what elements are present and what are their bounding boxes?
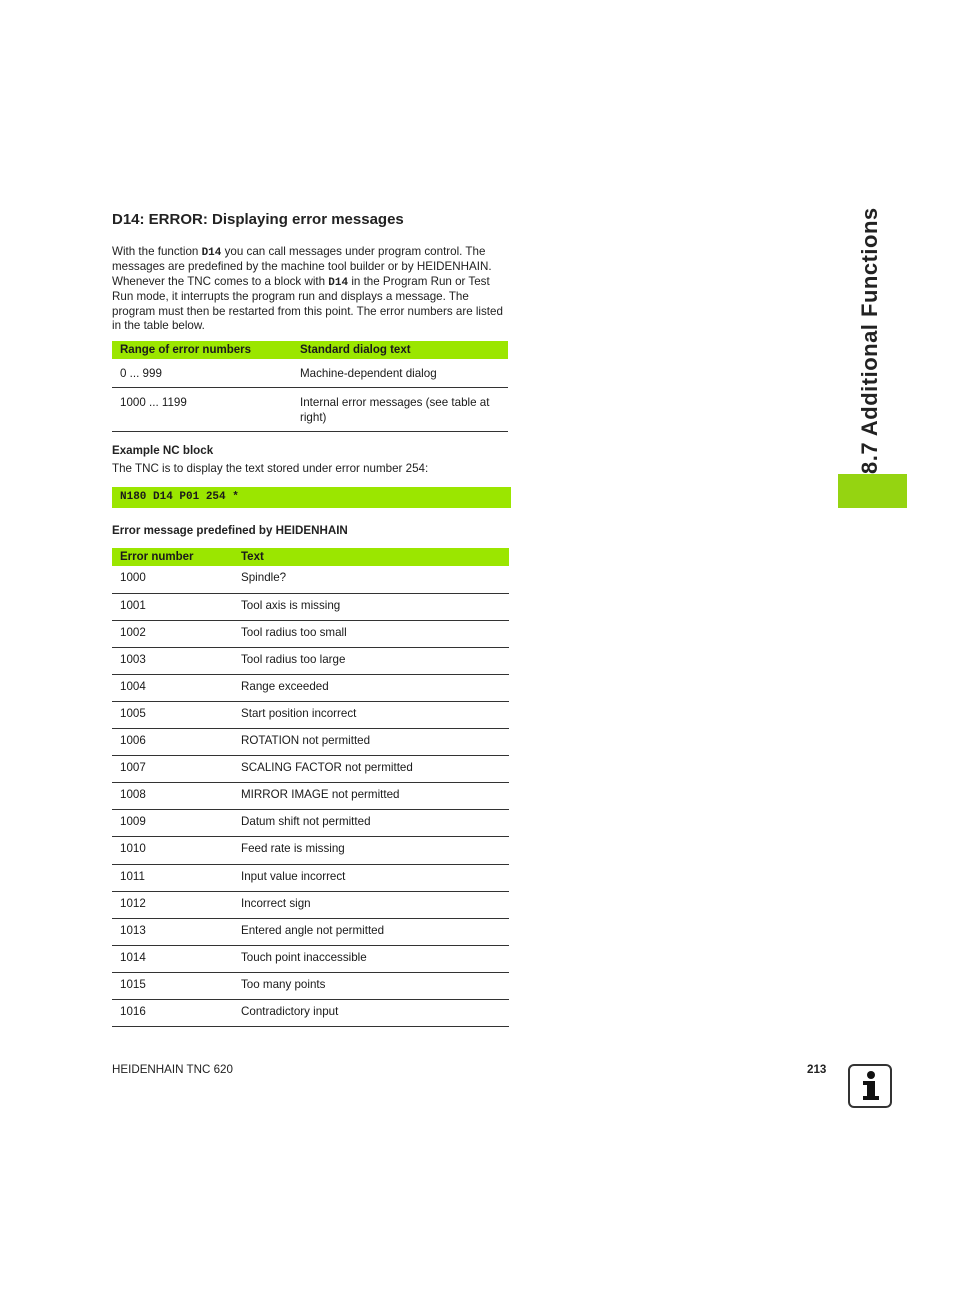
intro-paragraph — [112, 245, 507, 333]
table-row — [112, 729, 509, 756]
chapter-tab-marker — [838, 474, 907, 508]
section-title: D14: ERROR: Displaying error messages — [112, 211, 404, 228]
table-cell: ROTATION not permitted — [233, 729, 509, 756]
intro-text-1: With the function — [112, 245, 202, 258]
table-row — [112, 359, 508, 388]
table-row — [112, 701, 509, 728]
table-cell: Feed rate is missing — [233, 837, 509, 864]
table-cell: 1002 — [112, 620, 233, 647]
table-cell: 1000 ... 1199 — [112, 388, 292, 432]
table-cell: Tool radius too small — [233, 620, 509, 647]
table-cell: 1011 — [112, 864, 233, 891]
table-cell: Machine-dependent dialog — [292, 359, 508, 388]
table-cell: 1015 — [112, 972, 233, 999]
table-header-row — [112, 548, 509, 566]
table-row — [112, 918, 509, 945]
table-cell: 1007 — [112, 756, 233, 783]
table-row — [112, 388, 508, 432]
table-row — [112, 1000, 509, 1027]
table-cell: Start position incorrect — [233, 701, 509, 728]
table-cell: 1001 — [112, 593, 233, 620]
table-cell: Entered angle not permitted — [233, 918, 509, 945]
column-header: Text — [233, 548, 509, 566]
table-row — [112, 647, 509, 674]
error-section-heading: Error message predefined by HEIDENHAIN — [112, 524, 348, 537]
example-text: The TNC is to display the text stored under error number 254: — [112, 462, 429, 475]
table-cell: Datum shift not permitted — [233, 810, 509, 837]
footer-product: HEIDENHAIN TNC 620 — [112, 1063, 233, 1076]
intro-text-3: in the Program Run or Test Run mode, it interrupts the program run and displays a message. The program must then be restarted from this point. The error numbers are listed in the table below. — [112, 274, 503, 333]
table-cell: Incorrect sign — [233, 891, 509, 918]
nc-code: N180 D14 P01 254 * — [120, 491, 239, 503]
table-cell: Touch point inaccessible — [233, 945, 509, 972]
intro-code-2: D14 — [328, 276, 349, 289]
chapter-title: 8.7 Additional Functions — [857, 207, 882, 474]
table-row — [112, 783, 509, 810]
table-row — [112, 864, 509, 891]
table-cell: 1005 — [112, 701, 233, 728]
table-row — [112, 891, 509, 918]
table-cell: Too many points — [233, 972, 509, 999]
table-row — [112, 972, 509, 999]
column-header: Range of error numbers — [112, 341, 292, 359]
table-cell: 1009 — [112, 810, 233, 837]
table-cell: Tool radius too large — [233, 647, 509, 674]
table-cell: 1012 — [112, 891, 233, 918]
table-cell: Input value incorrect — [233, 864, 509, 891]
table-cell: 0 ... 999 — [112, 359, 292, 388]
table-cell: Tool axis is missing — [233, 593, 509, 620]
table-cell: 1006 — [112, 729, 233, 756]
table-cell: 1016 — [112, 1000, 233, 1027]
table-cell: 1004 — [112, 674, 233, 701]
table-cell: Internal error messages (see table at right) — [292, 388, 508, 432]
table-cell: 1003 — [112, 647, 233, 674]
page-number: 213 — [807, 1063, 827, 1076]
table-cell: 1008 — [112, 783, 233, 810]
table-cell: Contradictory input — [233, 1000, 509, 1027]
intro-code-1: D14 — [201, 247, 222, 259]
column-header: Standard dialog text — [292, 341, 508, 359]
column-header: Error number — [112, 548, 233, 566]
table-cell: 1014 — [112, 945, 233, 972]
intro-text-2: you can call messages under program control. The messages are predefined by the machine tool builder or by HEIDENHAIN. Whenever the TNC comes to a block with — [112, 245, 492, 288]
table-row — [112, 620, 509, 647]
nc-code-block — [112, 487, 511, 508]
table-row — [112, 945, 509, 972]
table-row — [112, 837, 509, 864]
table-cell: 1000 — [112, 566, 233, 593]
chapter-side-tab — [838, 198, 907, 508]
table-cell: Range exceeded — [233, 674, 509, 701]
table-header-row — [112, 341, 508, 359]
table-cell: SCALING FACTOR not permitted — [233, 756, 509, 783]
table-row — [112, 756, 509, 783]
table-row — [112, 674, 509, 701]
table-row — [112, 593, 509, 620]
table-cell: MIRROR IMAGE not permitted — [233, 783, 509, 810]
example-heading: Example NC block — [112, 444, 214, 457]
table-row — [112, 566, 509, 593]
table-cell: 1010 — [112, 837, 233, 864]
range-table — [112, 341, 508, 432]
info-icon — [848, 1064, 892, 1108]
table-cell: 1013 — [112, 918, 233, 945]
table-row — [112, 810, 509, 837]
table-cell: Spindle? — [233, 566, 509, 593]
error-table — [112, 548, 509, 1027]
